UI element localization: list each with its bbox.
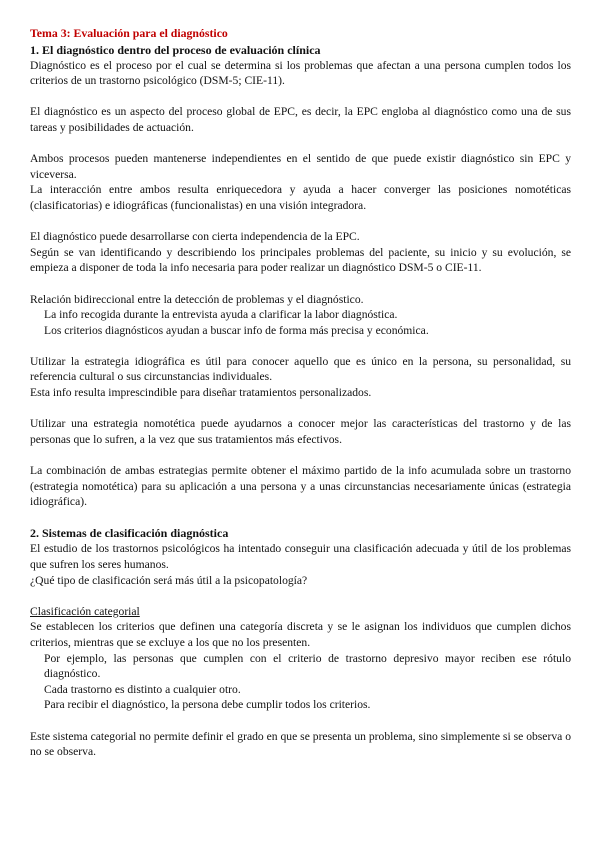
paragraph: Relación bidireccional entre la detección de problemas y el diagnóstico. [30, 292, 364, 306]
paragraph: Este sistema categorial no permite definir el grado en que se presenta un problema, sino simplemente si se observa o no se observa. [30, 729, 571, 759]
list-item: Cada trastorno es distinto a cualquier otro. [44, 682, 241, 696]
paragraph: Diagnóstico es el proceso por el cual se determina si los problemas que afectan a una persona cumplen todos los criterios de un trastorno psicológico (DSM-5; CIE-11). [30, 58, 571, 88]
paragraph: La interacción entre ambos resulta enriquecedora y ayuda a hacer converger las posiciones nomotéticas (clasificatorias) e idiográficas (funcionalistas) en una visión integradora. [30, 183, 571, 212]
document-title: Tema 3: Evaluación para el diagnóstico [30, 26, 228, 40]
paragraph: El diagnóstico es un aspecto del proceso global de EPC, es decir, la EPC engloba al diagnóstico como una de sus tareas y posibilidades de actuación. [30, 105, 571, 134]
list-item: Los criterios diagnósticos ayudan a buscar info de forma más precisa y económica. [44, 323, 429, 337]
document-page [30, 26, 571, 760]
paragraph: Según se van identificando y describiendo los principales problemas del paciente, su inicio y su evolución, se empieza a disponer de toda la info necesaria para poder realizar un diagnóstico DSM-5 o CIE-11. [30, 245, 571, 275]
list-item: Para recibir el diagnóstico, la persona debe cumplir todos los criterios. [44, 698, 371, 712]
paragraph: Ambos procesos pueden mantenerse independientes en el sentido de que puede existir diagnóstico sin EPC y viceversa. [30, 152, 571, 181]
paragraph: Esta info resulta imprescindible para diseñar tratamientos personalizados. [30, 386, 372, 400]
paragraph: El estudio de los trastornos psicológicos ha intentado conseguir una clasificación adecuada y útil de los problemas que sufren los seres humanos. [30, 542, 571, 571]
paragraph: Se establecen los criterios que definen una categoría discreta y se le asignan los individuos que cumplen dichos criterios, mientras que se excluye a los que no los presenten. [30, 620, 571, 649]
paragraph: Utilizar la estrategia idiográfica es útil para conocer aquello que es único en la persona, su personalidad, su referencia cultural o sus circunstancias individuales. [30, 354, 571, 384]
paragraph: Utilizar una estrategia nomotética puede ayudarnos a conocer mejor las características del trastorno y de las personas que lo sufren, a la vez que sus tratamientos más efectivos. [30, 417, 571, 446]
list-item: Por ejemplo, las personas que cumplen con el criterio de trastorno depresivo mayor reciben ese rótulo diagnóstico. [44, 651, 571, 681]
section-2-heading: 2. Sistemas de clasificación diagnóstica [30, 526, 229, 541]
subsection-heading: Clasificación categorial [30, 604, 140, 618]
paragraph: El diagnóstico puede desarrollarse con cierta independencia de la EPC. [30, 230, 360, 244]
section-1-heading: 1. El diagnóstico dentro del proceso de evaluación clínica [30, 42, 321, 57]
list-item: La info recogida durante la entrevista ayuda a clarificar la labor diagnóstica. [44, 308, 398, 322]
paragraph: ¿Qué tipo de clasificación será más útil a la psicopatología? [30, 573, 308, 587]
paragraph: La combinación de ambas estrategias permite obtener el máximo partido de la info acumulada sobre un trastorno (estrategia nomotética) para su aplicación a una persona y a unas circunstancias necesariamente únicas (estrategia idiográfica). [30, 464, 571, 509]
